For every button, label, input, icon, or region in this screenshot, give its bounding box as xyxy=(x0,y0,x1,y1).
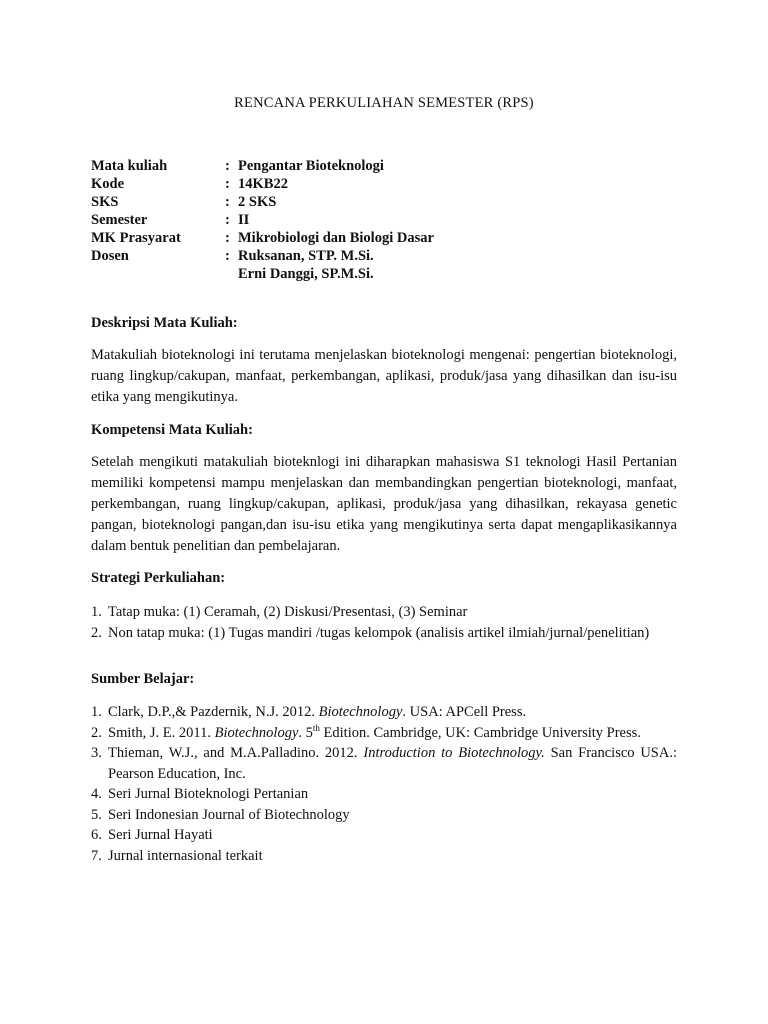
list-number: 7. xyxy=(91,847,102,864)
reference-item xyxy=(91,743,677,784)
strategi-list xyxy=(91,602,677,643)
reference-authors: Thieman, W.J., and M.A.Palladino. 2012. xyxy=(108,745,364,761)
document-title: RENCANA PERKULIAHAN SEMESTER (RPS) xyxy=(234,95,534,111)
info-colon: : xyxy=(225,194,230,210)
reference-item xyxy=(91,825,677,846)
info-value: 2 SKS xyxy=(238,194,277,210)
list-item xyxy=(91,602,677,623)
reference-text xyxy=(108,743,677,784)
reference-item xyxy=(91,702,677,723)
info-colon: : xyxy=(225,158,230,174)
kompetensi-heading: Kompetensi Mata Kuliah: xyxy=(91,422,253,438)
info-label: Kode xyxy=(91,176,125,192)
list-number: 1. xyxy=(91,604,102,620)
strategi-heading: Strategi Perkuliahan: xyxy=(91,570,226,586)
reference-item xyxy=(91,784,677,805)
reference-publisher: Edition. Cambridge, UK: Cambridge University Press. xyxy=(319,724,641,741)
info-colon: : xyxy=(225,248,230,264)
info-value: II xyxy=(238,212,250,228)
info-label-empty xyxy=(91,265,225,283)
reference-edition: . 5 xyxy=(298,724,313,741)
list-number: 2. xyxy=(91,624,102,641)
info-label: MK Prasyarat xyxy=(91,230,181,246)
sumber-heading: Sumber Belajar: xyxy=(91,671,195,687)
list-item xyxy=(91,623,677,644)
info-value: Pengantar Bioteknologi xyxy=(238,158,384,174)
info-label: Mata kuliah xyxy=(91,158,168,174)
course-info-table xyxy=(91,157,434,283)
reference-book-title: Introduction to Biotechnology. xyxy=(363,745,545,761)
reference-authors: Clark, D.P.,& Pazdernik, N.J. 2012. xyxy=(108,704,319,720)
info-row-sks xyxy=(91,193,434,211)
reference-text: Seri Indonesian Journal of Biotechnology xyxy=(108,806,350,823)
info-value: Erni Danggi, SP.M.Si. xyxy=(238,266,374,282)
list-text: Tatap muka: (1) Ceramah, (2) Diskusi/Presentasi, (3) Seminar xyxy=(108,604,468,620)
info-row-semester xyxy=(91,211,434,229)
kompetensi-text: Setelah mengikuti matakuliah bioteknlogi ini diharapkan mahasiswa S1 teknologi Hasil Pertanian memiliki kompetensi mampu menjelaskan dan membandingkan pengertian bioteknologi, manfaat, perkembangan, ruang lingkup/cakupan, aplikasi, produk/jasa yang dihasilkan, rekayasa genetic pangan, bioteknologi pangan,dan isu-isu etika yang mengikutinya serta dapat mengaplikasikannya dalam bentuk penelitian dan pembelajaran. xyxy=(91,454,677,554)
reference-edition-suffix: th xyxy=(312,722,320,733)
reference-book-title: Biotechnology xyxy=(214,724,299,741)
list-number: 2. xyxy=(91,724,102,741)
list-number: 4. xyxy=(91,786,102,802)
info-value: Mikrobiologi dan Biologi Dasar xyxy=(238,230,434,246)
list-number: 1. xyxy=(91,704,102,720)
list-number: 6. xyxy=(91,827,102,843)
reference-text: Jurnal internasional terkait xyxy=(108,847,263,864)
info-colon: : xyxy=(225,230,230,246)
info-row-mata-kuliah xyxy=(91,157,434,175)
info-value: 14KB22 xyxy=(238,176,288,192)
info-value: Ruksanan, STP. M.Si. xyxy=(238,248,374,264)
reference-item xyxy=(91,805,677,826)
deskripsi-heading: Deskripsi Mata Kuliah: xyxy=(91,315,238,331)
reference-publisher: . USA: APCell Press. xyxy=(402,704,527,720)
sumber-list xyxy=(91,702,677,866)
info-colon-empty xyxy=(225,265,238,283)
list-number: 3. xyxy=(91,745,102,761)
info-label: Semester xyxy=(91,212,148,228)
info-row-mk-prasyarat xyxy=(91,229,434,247)
reference-text: Seri Jurnal Bioteknologi Pertanian xyxy=(108,786,309,802)
reference-text xyxy=(108,723,677,744)
info-row-dosen xyxy=(91,247,434,265)
deskripsi-text: Matakuliah bioteknologi ini terutama menjelaskan bioteknologi mengenai: pengertian bioteknologi, ruang lingkup/cakupan, manfaat, perkembangan, aplikasi, produk/jasa yang dihasilkan dan isu-isu etika yang mengikutinya. xyxy=(91,347,677,405)
reference-publisher: San Francisco USA.: Pearson Education, Inc. xyxy=(108,745,677,782)
reference-authors: Smith, J. E. 2011. xyxy=(108,724,215,741)
info-colon: : xyxy=(225,212,230,228)
info-label: SKS xyxy=(91,194,119,210)
info-row-kode xyxy=(91,175,434,193)
reference-item xyxy=(91,723,677,744)
info-colon: : xyxy=(225,176,230,192)
reference-item xyxy=(91,846,677,867)
list-text: Non tatap muka: (1) Tugas mandiri /tugas kelompok (analisis artikel ilmiah/jurnal/penelitian) xyxy=(108,624,650,641)
reference-text: Seri Jurnal Hayati xyxy=(108,827,213,843)
info-label: Dosen xyxy=(91,248,129,264)
reference-book-title: Biotechnology xyxy=(318,704,403,720)
list-number: 5. xyxy=(91,806,102,823)
reference-text xyxy=(108,702,677,723)
info-row-dosen-2 xyxy=(91,265,434,283)
